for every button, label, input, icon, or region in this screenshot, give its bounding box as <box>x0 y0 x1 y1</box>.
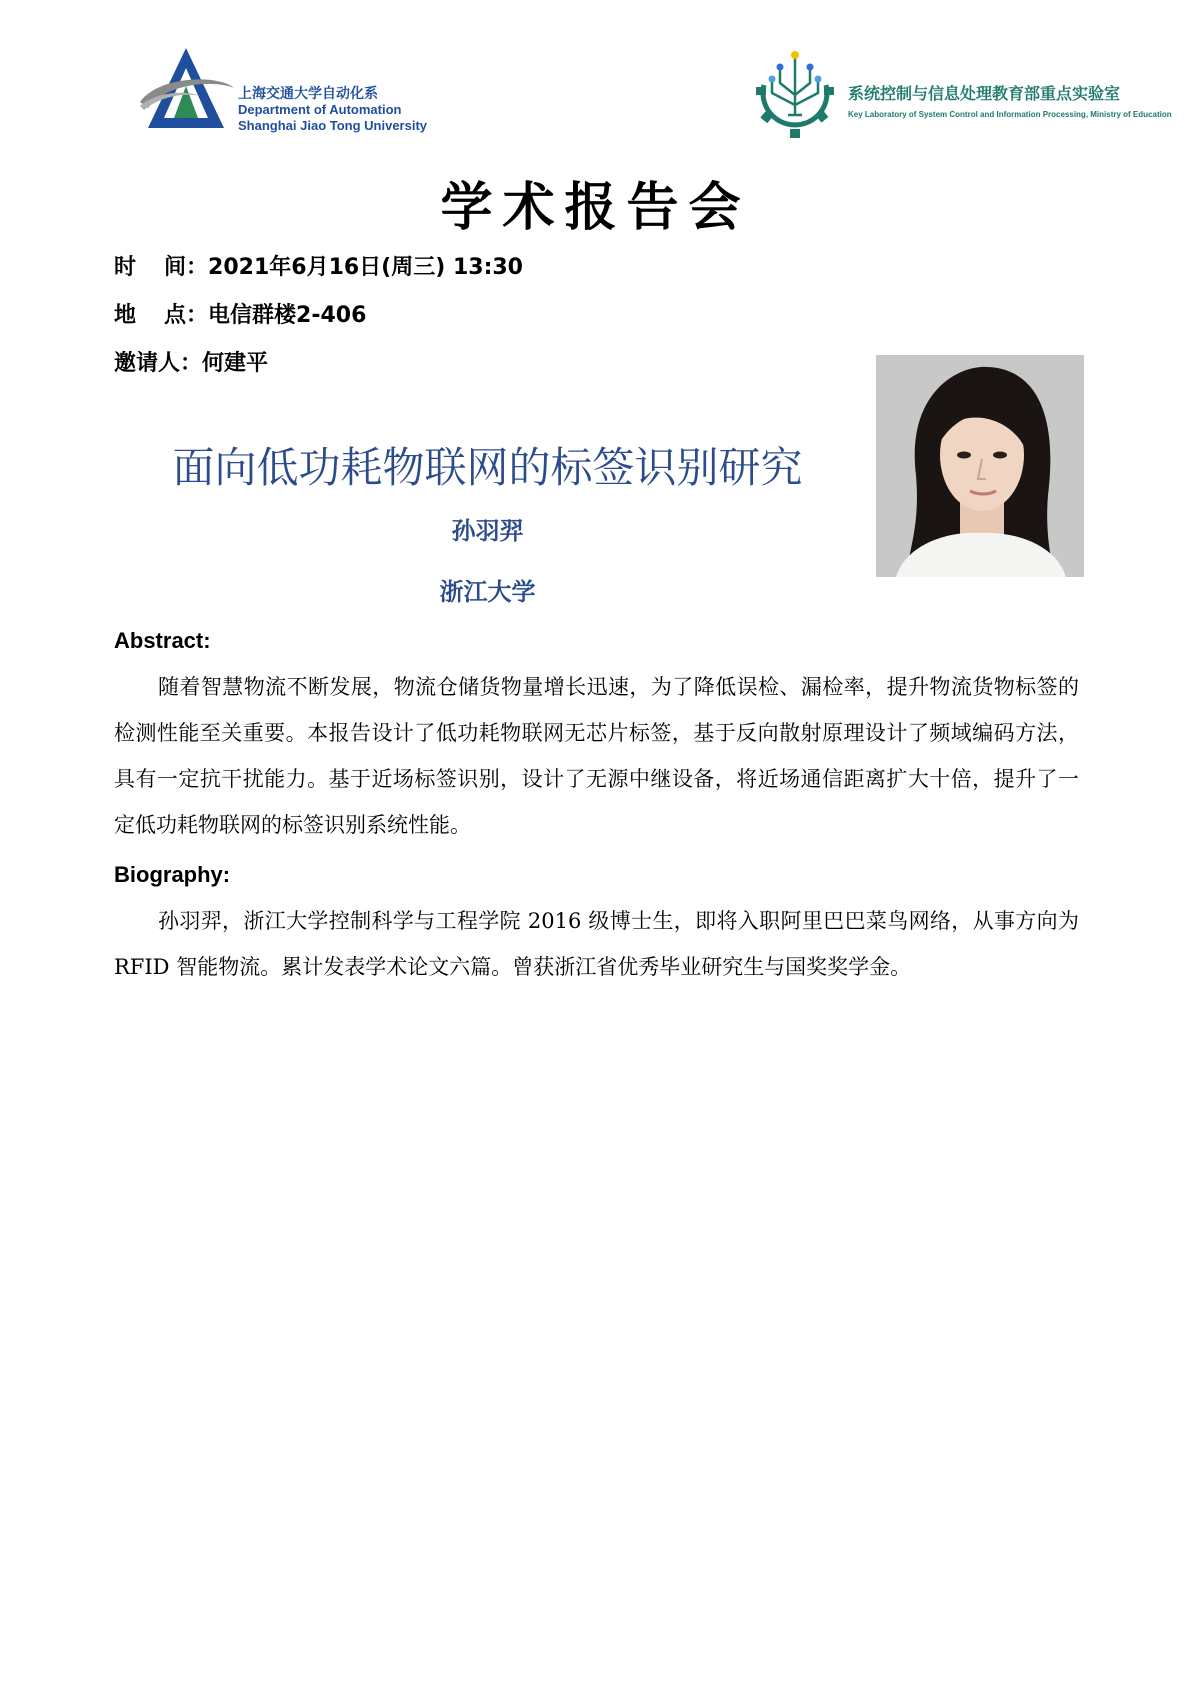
biography-text: 孙羽羿，浙江大学控制科学与工程学院 2016 级博士生，即将入职阿里巴巴菜鸟网络，从事方向为 RFID 智能物流。累计发表学术论文六篇。曾获浙江省优秀毕业研究生与国奖奖学金。 <box>114 909 1079 979</box>
host-value: 何建平 <box>202 351 269 376</box>
key-lab-logo <box>750 45 1172 140</box>
host-row <box>114 346 268 377</box>
place-value: 电信群楼2-406 <box>208 303 367 328</box>
sjtu-logo <box>138 46 458 136</box>
speaker-photo <box>876 355 1084 577</box>
gear-circuit-logo-icon <box>750 45 840 140</box>
sjtu-a-logo-icon <box>138 46 238 134</box>
place-row <box>114 298 366 329</box>
sjtu-logo-cn: 上海交通大学自动化系 <box>238 86 378 102</box>
biography-heading: Biography: <box>114 862 231 887</box>
key-lab-logo-cn: 系统控制与信息处理教育部重点实验室 <box>848 84 1121 103</box>
time-label-2: 间： <box>164 255 209 280</box>
time-label: 时 <box>114 255 137 280</box>
speaker-affiliation: 浙江大学 <box>439 578 536 606</box>
speaker-portrait-icon <box>876 355 1084 577</box>
sjtu-logo-en2: Shanghai Jiao Tong University <box>238 118 428 133</box>
abstract-heading: Abstract: <box>114 628 211 653</box>
time-value: 2021年6月16日(周三) 13:30 <box>208 255 523 280</box>
sjtu-logo-text <box>238 86 427 134</box>
place-label-2: 点： <box>164 303 209 328</box>
talk-title: 面向低功耗物联网的标签识别研究 <box>172 443 803 492</box>
time-row <box>114 250 523 281</box>
place-label: 地 <box>114 303 137 328</box>
speaker-name: 孙羽羿 <box>451 517 524 545</box>
page-title: 学术报告会 <box>440 177 751 238</box>
host-label: 邀请人： <box>114 351 203 376</box>
key-lab-logo-text <box>848 81 1172 119</box>
sjtu-logo-en1: Department of Automation <box>238 102 402 117</box>
key-lab-logo-en: Key Laboratory of System Control and Information Processing, Ministry of Education <box>848 110 1172 119</box>
abstract-text: 随着智慧物流不断发展，物流仓储货物量增长迅速，为了降低误检、漏检率，提升物流货物标签的检测性能至关重要。本报告设计了低功耗物联网无芯片标签，基于反向散射原理设计了频域编码方法，具有一定抗干扰能力。基于近场标签识别，设计了无源中继设备，将近场通信距离扩大十倍，提升了一定低功耗物联网的标签识别系统性能。 <box>114 675 1079 837</box>
